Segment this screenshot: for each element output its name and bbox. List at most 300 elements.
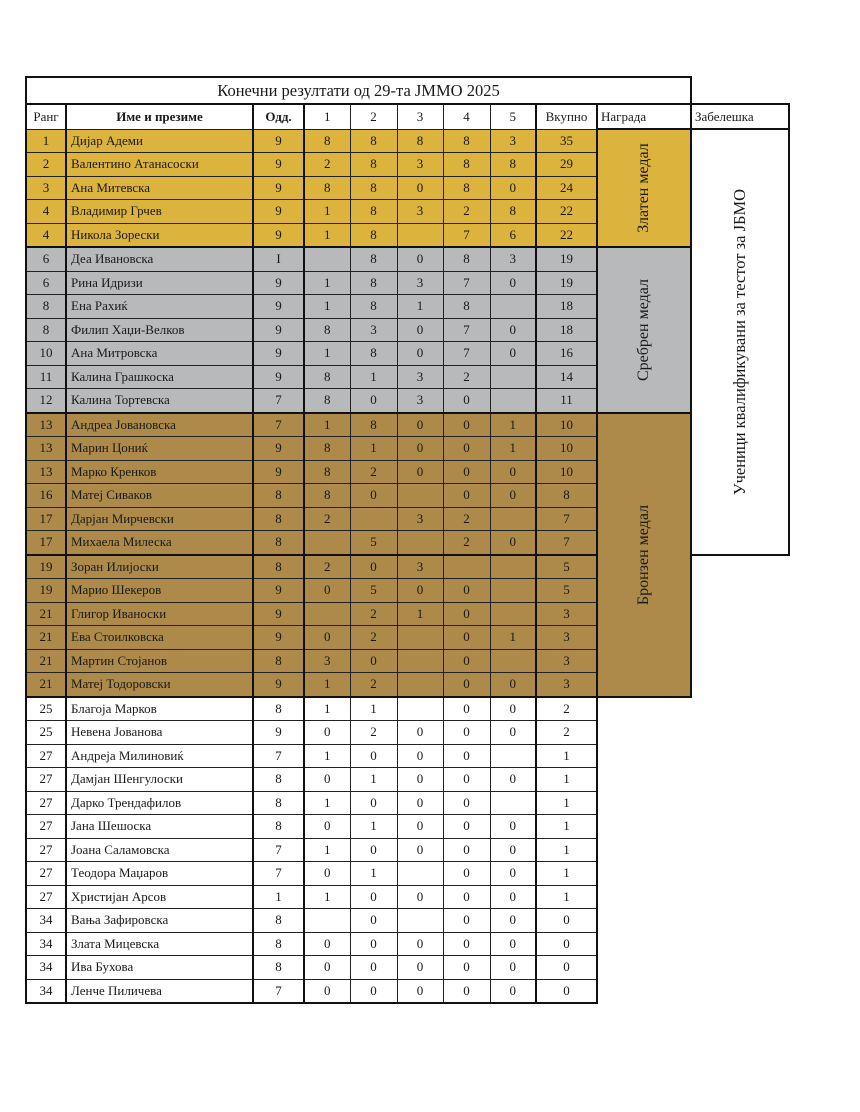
table-row (26, 909, 789, 933)
cell-name: Калина Тортевска (66, 389, 253, 413)
cell-score-p3: 0 (397, 838, 443, 862)
cell-score-p2: 1 (350, 768, 397, 792)
cell-score-p5: 0 (490, 697, 536, 721)
cell-score-p4: 0 (443, 721, 490, 745)
cell-name: Јоана Саламовска (66, 838, 253, 862)
cell-rank: 12 (26, 389, 66, 413)
cell-score-p1: 0 (304, 932, 350, 956)
header-problem-4: 4 (443, 104, 490, 129)
cell-rank: 25 (26, 721, 66, 745)
cell-score-p2: 2 (350, 460, 397, 484)
cell-score-p3: 3 (397, 200, 443, 224)
cell-score-p4: 0 (443, 673, 490, 697)
cell-score-p1 (304, 909, 350, 933)
cell-score-p2: 2 (350, 602, 397, 626)
cell-score-p3: 0 (397, 247, 443, 271)
cell-total: 7 (536, 507, 597, 531)
cell-total: 22 (536, 200, 597, 224)
cell-rank: 3 (26, 176, 66, 200)
cell-score-p2: 0 (350, 484, 397, 508)
cell-rank: 21 (26, 626, 66, 650)
cell-score-p2: 0 (350, 885, 397, 909)
cell-total: 1 (536, 862, 597, 886)
cell-score-p1: 8 (304, 176, 350, 200)
cell-grade: 9 (253, 223, 304, 247)
header-note: Забелешка (691, 104, 789, 129)
cell-score-p2: 8 (350, 247, 397, 271)
cell-grade: 8 (253, 956, 304, 980)
cell-name: Вања Зафировска (66, 909, 253, 933)
cell-score-p5: 0 (490, 484, 536, 508)
cell-score-p1: 1 (304, 697, 350, 721)
cell-total: 14 (536, 365, 597, 389)
cell-rank: 21 (26, 649, 66, 673)
cell-score-p3: 0 (397, 744, 443, 768)
cell-grade: 7 (253, 979, 304, 1003)
cell-score-p1: 2 (304, 153, 350, 177)
cell-score-p3 (397, 626, 443, 650)
cell-score-p4: 0 (443, 697, 490, 721)
table-row (26, 697, 789, 721)
cell-score-p3: 0 (397, 768, 443, 792)
cell-score-p4: 0 (443, 626, 490, 650)
cell-score-p2: 0 (350, 389, 397, 413)
cell-score-p3 (397, 673, 443, 697)
cell-rank: 27 (26, 862, 66, 886)
cell-rank: 13 (26, 437, 66, 461)
header-problem-1: 1 (304, 104, 350, 129)
results-table (25, 76, 790, 1004)
cell-name: Зоран Илијоски (66, 555, 253, 579)
cell-rank: 10 (26, 342, 66, 366)
cell-rank: 34 (26, 979, 66, 1003)
cell-score-p3 (397, 223, 443, 247)
cell-score-p1 (304, 531, 350, 555)
cell-total: 0 (536, 932, 597, 956)
cell-total: 5 (536, 579, 597, 603)
cell-score-p2: 0 (350, 979, 397, 1003)
cell-score-p4: 0 (443, 413, 490, 437)
cell-grade: 7 (253, 744, 304, 768)
cell-rank: 27 (26, 791, 66, 815)
cell-score-p2: 0 (350, 956, 397, 980)
cell-score-p4: 0 (443, 744, 490, 768)
cell-score-p4: 0 (443, 484, 490, 508)
cell-score-p4: 0 (443, 649, 490, 673)
cell-grade: 9 (253, 437, 304, 461)
cell-grade: 8 (253, 815, 304, 839)
cell-grade: 9 (253, 365, 304, 389)
cell-score-p2: 0 (350, 791, 397, 815)
cell-score-p2: 5 (350, 579, 397, 603)
cell-grade: 7 (253, 413, 304, 437)
cell-score-p4: 7 (443, 271, 490, 295)
cell-score-p5 (490, 579, 536, 603)
cell-name: Валентино Атанасоски (66, 153, 253, 177)
cell-score-p2: 8 (350, 295, 397, 319)
cell-score-p1: 8 (304, 129, 350, 153)
cell-score-p3: 0 (397, 460, 443, 484)
cell-rank: 13 (26, 460, 66, 484)
cell-score-p1: 0 (304, 979, 350, 1003)
cell-name: Марко Кренков (66, 460, 253, 484)
cell-rank: 34 (26, 909, 66, 933)
cell-name: Андреја Милиновиќ (66, 744, 253, 768)
cell-score-p4: 0 (443, 389, 490, 413)
table-row (26, 815, 789, 839)
cell-score-p2: 1 (350, 862, 397, 886)
cell-name: Теодора Маџаров (66, 862, 253, 886)
cell-score-p3 (397, 649, 443, 673)
cell-score-p4: 7 (443, 342, 490, 366)
cell-rank: 27 (26, 815, 66, 839)
cell-score-p5 (490, 507, 536, 531)
cell-rank: 6 (26, 271, 66, 295)
cell-score-p5: 0 (490, 815, 536, 839)
cell-score-p5: 0 (490, 838, 536, 862)
cell-score-p3: 3 (397, 389, 443, 413)
cell-score-p1: 8 (304, 460, 350, 484)
header-row (26, 104, 789, 129)
cell-score-p5: 0 (490, 862, 536, 886)
cell-name: Матеј Сиваков (66, 484, 253, 508)
cell-score-p3 (397, 531, 443, 555)
cell-name: Марин Цониќ (66, 437, 253, 461)
cell-score-p5: 0 (490, 885, 536, 909)
cell-total: 0 (536, 956, 597, 980)
cell-grade: 9 (253, 318, 304, 342)
cell-total: 7 (536, 531, 597, 555)
cell-score-p2: 0 (350, 555, 397, 579)
cell-total: 19 (536, 271, 597, 295)
cell-score-p2: 8 (350, 153, 397, 177)
cell-score-p3: 1 (397, 295, 443, 319)
cell-total: 3 (536, 673, 597, 697)
cell-score-p4: 8 (443, 247, 490, 271)
cell-name: Ленче Пиличева (66, 979, 253, 1003)
cell-name: Матеј Тодоровски (66, 673, 253, 697)
cell-score-p4: 2 (443, 365, 490, 389)
cell-score-p4: 0 (443, 460, 490, 484)
cell-score-p3: 3 (397, 153, 443, 177)
award-silver (597, 247, 691, 413)
header-problem-5: 5 (490, 104, 536, 129)
cell-grade: 9 (253, 673, 304, 697)
cell-rank: 27 (26, 768, 66, 792)
table-row (26, 932, 789, 956)
cell-rank: 21 (26, 602, 66, 626)
cell-total: 19 (536, 247, 597, 271)
cell-total: 22 (536, 223, 597, 247)
cell-rank: 27 (26, 885, 66, 909)
cell-score-p1: 8 (304, 484, 350, 508)
cell-name: Благоја Марков (66, 697, 253, 721)
cell-score-p4: 0 (443, 768, 490, 792)
cell-score-p5: 1 (490, 437, 536, 461)
cell-score-p5 (490, 295, 536, 319)
cell-grade: 9 (253, 342, 304, 366)
cell-grade: 9 (253, 721, 304, 745)
cell-score-p3: 0 (397, 342, 443, 366)
cell-grade: 8 (253, 932, 304, 956)
cell-score-p3 (397, 862, 443, 886)
cell-score-p2: 8 (350, 342, 397, 366)
cell-score-p2: 0 (350, 909, 397, 933)
header-total: Вкупно (536, 104, 597, 129)
cell-score-p2: 2 (350, 673, 397, 697)
cell-name: Калина Грашкоска (66, 365, 253, 389)
cell-score-p2: 8 (350, 223, 397, 247)
cell-score-p4: 0 (443, 909, 490, 933)
cell-name: Андреа Јовановска (66, 413, 253, 437)
cell-score-p2 (350, 507, 397, 531)
cell-name: Ена Рахиќ (66, 295, 253, 319)
cell-score-p2: 8 (350, 200, 397, 224)
cell-score-p4: 0 (443, 979, 490, 1003)
cell-total: 10 (536, 460, 597, 484)
cell-grade: 9 (253, 200, 304, 224)
cell-total: 35 (536, 129, 597, 153)
cell-score-p5 (490, 389, 536, 413)
cell-name: Ева Стоилковска (66, 626, 253, 650)
award-gold (597, 129, 691, 247)
cell-total: 1 (536, 791, 597, 815)
cell-grade: 9 (253, 626, 304, 650)
cell-grade: 9 (253, 295, 304, 319)
cell-score-p4: 2 (443, 507, 490, 531)
cell-score-p5 (490, 365, 536, 389)
cell-total: 0 (536, 909, 597, 933)
cell-score-p2: 2 (350, 626, 397, 650)
cell-grade: I (253, 247, 304, 271)
table-row (26, 791, 789, 815)
cell-score-p3: 3 (397, 507, 443, 531)
header-name: Име и презиме (66, 104, 253, 129)
cell-total: 1 (536, 815, 597, 839)
cell-score-p1: 0 (304, 579, 350, 603)
table-row (26, 413, 789, 437)
cell-score-p3: 0 (397, 721, 443, 745)
cell-score-p1: 8 (304, 437, 350, 461)
cell-rank: 4 (26, 200, 66, 224)
cell-score-p4: 7 (443, 318, 490, 342)
award-label: Бронзен медал (635, 504, 652, 605)
cell-score-p2: 1 (350, 815, 397, 839)
cell-score-p4: 7 (443, 223, 490, 247)
cell-score-p1: 8 (304, 318, 350, 342)
cell-grade: 8 (253, 555, 304, 579)
cell-total: 29 (536, 153, 597, 177)
cell-total: 1 (536, 838, 597, 862)
cell-rank: 21 (26, 673, 66, 697)
cell-score-p1: 1 (304, 673, 350, 697)
cell-total: 10 (536, 413, 597, 437)
cell-rank: 4 (26, 223, 66, 247)
cell-score-p4: 2 (443, 531, 490, 555)
cell-score-p1 (304, 247, 350, 271)
cell-rank: 8 (26, 295, 66, 319)
cell-total: 2 (536, 721, 597, 745)
cell-score-p5: 1 (490, 626, 536, 650)
cell-total: 2 (536, 697, 597, 721)
cell-score-p1: 1 (304, 791, 350, 815)
cell-score-p5: 0 (490, 318, 536, 342)
cell-name: Филип Хаџи-Велков (66, 318, 253, 342)
cell-rank: 8 (26, 318, 66, 342)
cell-score-p3: 0 (397, 437, 443, 461)
cell-name: Дарјан Мирчевски (66, 507, 253, 531)
cell-score-p4: 0 (443, 885, 490, 909)
cell-score-p2: 8 (350, 129, 397, 153)
cell-grade: 8 (253, 649, 304, 673)
cell-score-p1: 1 (304, 838, 350, 862)
cell-score-p5: 0 (490, 721, 536, 745)
cell-total: 0 (536, 979, 597, 1003)
cell-score-p1: 0 (304, 956, 350, 980)
award-label: Сребрен медал (635, 278, 652, 381)
cell-score-p5: 0 (490, 768, 536, 792)
cell-score-p5: 0 (490, 673, 536, 697)
table-row (26, 768, 789, 792)
cell-score-p1: 2 (304, 555, 350, 579)
cell-score-p5: 8 (490, 200, 536, 224)
header-rank: Ранг (26, 104, 66, 129)
cell-score-p5: 0 (490, 909, 536, 933)
cell-total: 10 (536, 437, 597, 461)
cell-score-p5: 0 (490, 932, 536, 956)
cell-score-p5: 8 (490, 153, 536, 177)
cell-grade: 9 (253, 579, 304, 603)
cell-name: Дамјан Шенгулоски (66, 768, 253, 792)
table-row (26, 744, 789, 768)
cell-name: Ива Бухова (66, 956, 253, 980)
table-row (26, 129, 789, 153)
table-row (26, 956, 789, 980)
cell-rank: 25 (26, 697, 66, 721)
cell-rank: 16 (26, 484, 66, 508)
cell-score-p2: 8 (350, 271, 397, 295)
cell-rank: 19 (26, 579, 66, 603)
cell-score-p1: 0 (304, 721, 350, 745)
cell-score-p4: 0 (443, 862, 490, 886)
table-row (26, 979, 789, 1003)
cell-score-p4: 2 (443, 200, 490, 224)
cell-score-p1: 0 (304, 815, 350, 839)
table-row (26, 721, 789, 745)
cell-score-p2: 8 (350, 176, 397, 200)
table-row (26, 862, 789, 886)
cell-score-p1: 1 (304, 271, 350, 295)
cell-score-p4: 0 (443, 838, 490, 862)
cell-score-p3: 0 (397, 956, 443, 980)
cell-grade: 8 (253, 507, 304, 531)
cell-grade: 8 (253, 768, 304, 792)
cell-name: Деа Ивановска (66, 247, 253, 271)
table-row (26, 838, 789, 862)
cell-grade: 9 (253, 129, 304, 153)
cell-grade: 7 (253, 838, 304, 862)
cell-grade: 8 (253, 484, 304, 508)
cell-name: Никола Зорески (66, 223, 253, 247)
cell-score-p2: 1 (350, 437, 397, 461)
cell-score-p2: 0 (350, 932, 397, 956)
cell-score-p5 (490, 602, 536, 626)
cell-score-p5: 0 (490, 460, 536, 484)
cell-grade: 9 (253, 602, 304, 626)
cell-name: Ана Митевска (66, 176, 253, 200)
cell-score-p1: 0 (304, 626, 350, 650)
cell-name: Владимир Грчев (66, 200, 253, 224)
cell-score-p3 (397, 484, 443, 508)
cell-rank: 2 (26, 153, 66, 177)
cell-grade: 9 (253, 460, 304, 484)
cell-total: 1 (536, 744, 597, 768)
cell-name: Михаела Милеска (66, 531, 253, 555)
cell-score-p1 (304, 602, 350, 626)
header-grade: Одд. (253, 104, 304, 129)
cell-rank: 17 (26, 531, 66, 555)
cell-name: Ана Митровска (66, 342, 253, 366)
cell-rank: 6 (26, 247, 66, 271)
cell-total: 5 (536, 555, 597, 579)
cell-score-p4: 8 (443, 153, 490, 177)
cell-score-p3: 0 (397, 413, 443, 437)
cell-score-p5 (490, 649, 536, 673)
cell-total: 18 (536, 318, 597, 342)
cell-name: Невена Јованова (66, 721, 253, 745)
cell-total: 8 (536, 484, 597, 508)
note-jbmo-qualified (691, 129, 789, 555)
cell-score-p2: 0 (350, 744, 397, 768)
cell-score-p1: 3 (304, 649, 350, 673)
cell-name: Христијан Арсов (66, 885, 253, 909)
cell-score-p4: 0 (443, 956, 490, 980)
cell-score-p2: 1 (350, 365, 397, 389)
cell-score-p1: 1 (304, 223, 350, 247)
cell-score-p2: 2 (350, 721, 397, 745)
header-problem-2: 2 (350, 104, 397, 129)
cell-score-p1: 2 (304, 507, 350, 531)
cell-score-p5: 0 (490, 531, 536, 555)
cell-score-p1: 1 (304, 295, 350, 319)
cell-score-p1: 1 (304, 342, 350, 366)
cell-grade: 1 (253, 885, 304, 909)
cell-score-p5 (490, 555, 536, 579)
cell-score-p4: 8 (443, 295, 490, 319)
cell-score-p1: 8 (304, 365, 350, 389)
cell-score-p4 (443, 555, 490, 579)
cell-score-p3: 0 (397, 932, 443, 956)
page-title: Конечни резултати од 29-та ЈММО 2025 (26, 77, 691, 104)
cell-score-p3: 1 (397, 602, 443, 626)
cell-score-p5 (490, 744, 536, 768)
cell-rank: 11 (26, 365, 66, 389)
header-award: Награда (597, 104, 691, 129)
cell-total: 1 (536, 768, 597, 792)
cell-rank: 34 (26, 932, 66, 956)
cell-score-p4: 0 (443, 437, 490, 461)
cell-score-p5: 0 (490, 176, 536, 200)
cell-grade: 8 (253, 531, 304, 555)
cell-score-p1: 8 (304, 389, 350, 413)
cell-score-p3: 0 (397, 176, 443, 200)
cell-score-p3: 8 (397, 129, 443, 153)
cell-score-p2: 1 (350, 697, 397, 721)
cell-score-p3: 0 (397, 791, 443, 815)
cell-grade: 8 (253, 697, 304, 721)
note-label: Ученици квалификувани за тестот за ЈБМО (730, 188, 749, 495)
cell-score-p3: 0 (397, 885, 443, 909)
